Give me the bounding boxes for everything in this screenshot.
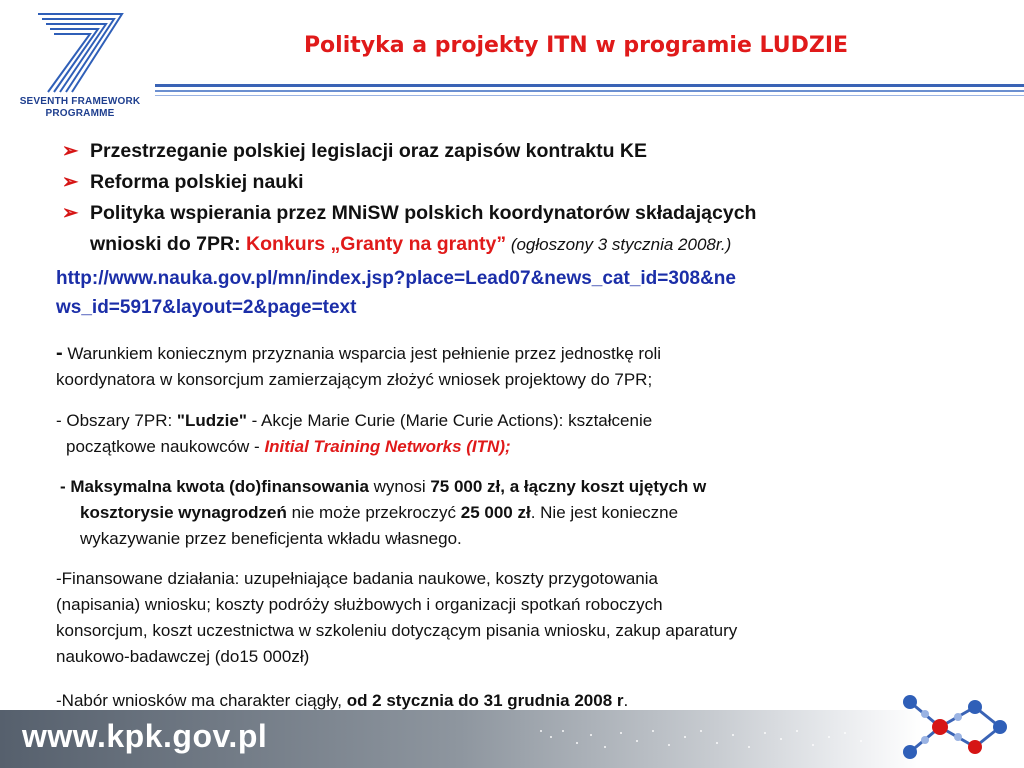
seventh-framework-7-logo-icon: [32, 8, 128, 94]
footer-website-link[interactable]: www.kpk.gov.pl: [22, 718, 268, 754]
header-divider: [155, 84, 1024, 102]
molecule-decoration-icon: [890, 682, 1020, 768]
bullet-item-policy: ➢ Polityka wspierania przez MNiSW polskich koordynatorów składających: [62, 198, 992, 229]
bullet-item-legislation: ➢ Przestrzeganie polskiej legislacji oraz zapisów kontraktu KE: [62, 136, 992, 167]
logo-text-line1: SEVENTH FRAMEWORK: [19, 96, 141, 107]
paragraph-max-funding: - Maksymalna kwota (do)finansowania wynosi 75 000 zł, a łączny koszt ujętych w kosztorysie wynagrodzeń nie może przekroczyć 25 000 zł. Nie jest konieczne wykazywanie przez beneficjenta wkładu własnego.: [60, 477, 707, 548]
paragraph-areas: - Obszary 7PR: "Ludzie" - Akcje Marie Curie (Marie Curie Actions): kształcenie początkowe naukowców - Initial Training Networks (ITN);: [56, 411, 653, 456]
arrow-bullet-icon: ➢: [62, 171, 79, 193]
bullet-item-policy-continuation: wnioski do 7PR: Konkurs „Granty na granty” (ogłoszony 3 stycznia 2008r.): [90, 233, 732, 255]
slide-title: Polityka a projekty ITN w programie LUDZIE: [303, 33, 849, 58]
logo-text-line2: PROGRAMME: [45, 108, 115, 119]
arrow-bullet-icon: ➢: [62, 140, 79, 162]
bullet-list: [62, 136, 992, 260]
contest-name: Konkurs „Granty na granty”: [246, 233, 507, 255]
itn-highlight: Initial Training Networks (ITN);: [264, 437, 511, 456]
arrow-bullet-icon: ➢: [62, 202, 79, 224]
paragraph-requirement: - Warunkiem koniecznym przyznania wsparcia jest pełnienie przez jednostkę roli koordynatora w konsorcjum zamierzającym złożyć wniosek projektowy do 7PR;: [56, 342, 662, 389]
announcement-date: (ogłoszony 3 stycznia 2008r.): [506, 235, 732, 254]
footer-bar: [0, 710, 1024, 768]
seventh-framework-logo: [10, 8, 150, 120]
paragraph-application-period: -Nabór wniosków ma charakter ciągły, od 2 stycznia do 31 grudnia 2008 r.: [56, 691, 629, 710]
paragraph-financed-activities: -Finansowane działania: uzupełniające badania naukowe, koszty przygotowania (napisania) wniosku; koszty podróży służbowych i organizacji spotkań roboczych konsorcjum, koszt uczestnictwa w szkoleniu dotyczącym pisania wniosku, zakup aparatury naukowo-badawczej (do15 000zł): [56, 569, 738, 666]
source-url-link[interactable]: http://www.nauka.gov.pl/mn/index.jsp?place=Lead07&news_cat_id=308&ne ws_id=5917&layout=2&page=text: [56, 268, 736, 318]
bullet-item-reform: ➢ Reforma polskiej nauki: [62, 167, 992, 198]
footer-pattern-decoration: [540, 726, 870, 756]
